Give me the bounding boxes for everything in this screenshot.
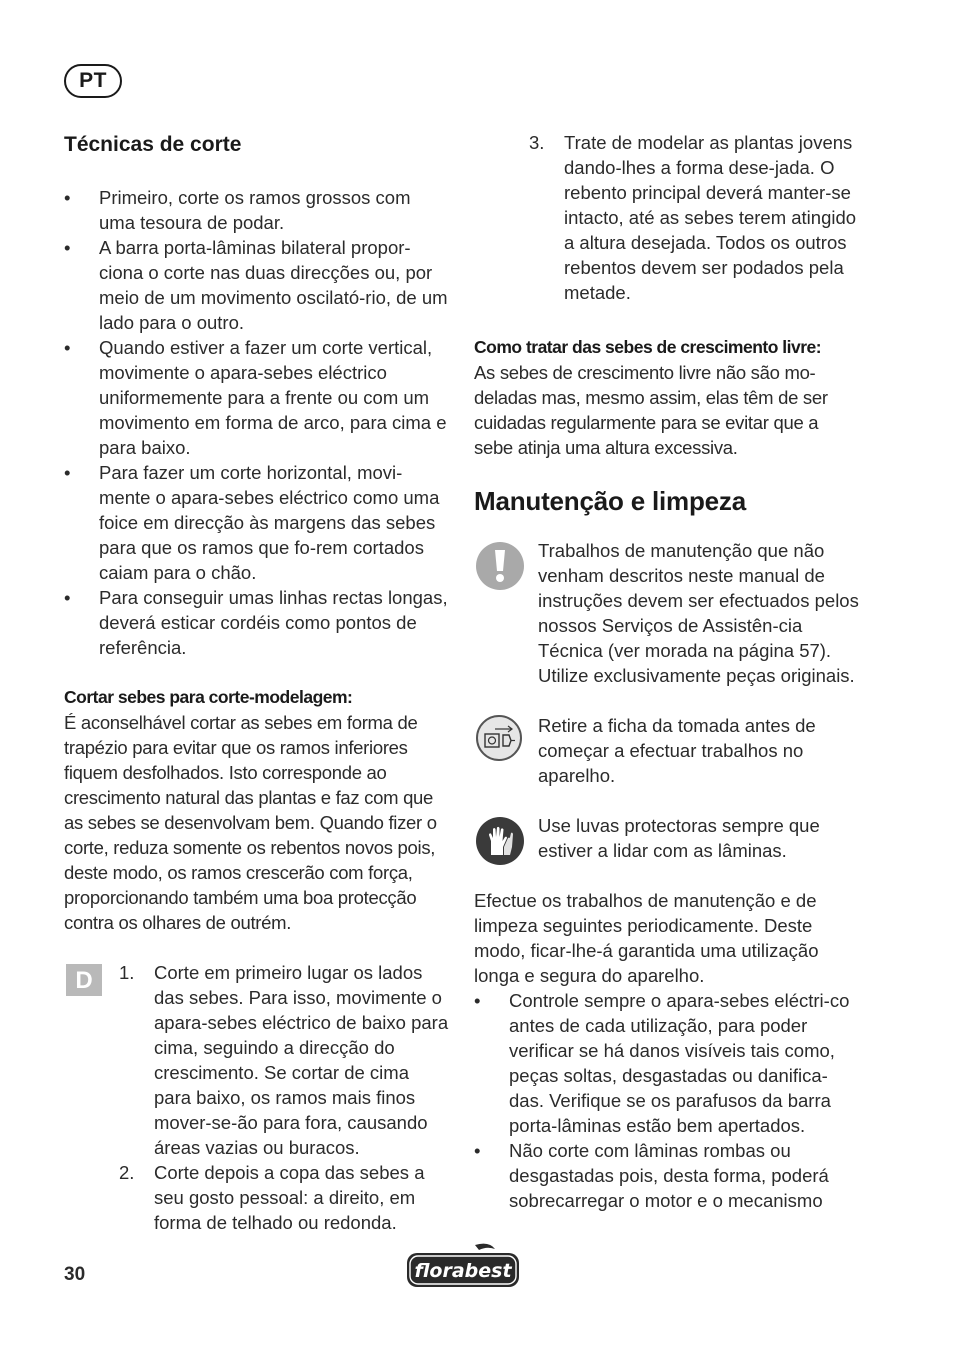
logo-text: florabest (414, 1260, 512, 1282)
bullet-marker: • (64, 337, 71, 358)
list-item (64, 235, 449, 335)
page-number: 30 (64, 1264, 86, 1285)
list-item-text: A barra porta-lâminas bilateral propor-ciona o corte nas duas direcções ou, por meio de um movimento oscilató-rio, de um lado para o outro. (99, 237, 448, 333)
exclamation-glyph (493, 549, 507, 583)
unplug-note-text: Retire a ficha da tomada antes de começar a efectuar trabalhos no aparelho. (538, 715, 816, 786)
list-item-text: Controle sempre o apara-sebes eléctri-co antes de cada utilização, para poder verificar se há danos visíveis tais como, peças soltas, desgastadas ou danifica-das. Verifique se os parafusos da barra porta-lâminas estão bem apertados. (509, 990, 850, 1136)
maintenance-heading: Manutenção e limpeza (474, 486, 746, 516)
list-item-text: Quando estiver a fazer um corte vertical, movimente o apara-sebes eléctrico uniformemente para a frente ou com um movimento em forma de arco, para cima e para baixo. (99, 337, 447, 458)
bullet-marker: • (474, 990, 481, 1011)
cutting-techniques-heading: Técnicas de corte (64, 133, 242, 156)
steps-list-continued (474, 130, 860, 305)
gloves-note (474, 813, 860, 863)
warning-exclamation-icon (476, 542, 524, 590)
list-item-text: Para fazer um corte horizontal, movi-mente o apara-sebes eléctrico como uma foice em direcção às margens das sebes para que os ramos que fo-rem cortados caiam para o chão. (99, 462, 440, 583)
d-steps-block (64, 960, 449, 1235)
free-growth-subtitle: Como tratar das sebes de crescimento livre: (474, 337, 822, 357)
list-item (474, 988, 860, 1138)
gloves-note-text: Use luvas protectoras sempre que estiver a lidar com as lâminas. (538, 815, 820, 861)
warning-note-text: Trabalhos de manutenção que não venham descritos neste manual de instruções devem ser efectuados pelos nossos Serviços de Assistên-cia Técnica (ver morada na página 57). Utilize exclusivamente peças originais. (538, 540, 859, 686)
step-text: Corte depois a copa das sebes a seu gosto pessoal: a direito, em forma de telhado ou redonda. (154, 1162, 425, 1233)
list-item-text: Primeiro, corte os ramos grossos com uma tesoura de podar. (99, 187, 411, 233)
florabest-logo (405, 1243, 521, 1289)
shaping-subtitle: Cortar sebes para corte-modelagem: (64, 687, 353, 707)
language-code: PT (79, 69, 107, 92)
list-item (119, 960, 449, 1160)
step-text: Trate de modelar as plantas jovens dando-lhes a forma dese-jada. O rebento principal deverá manter-se intacto, até as sebes terem atingido a altura desejada. Todos os outros rebentos devem ser podados pela metade. (564, 132, 857, 303)
unplug-note (474, 713, 860, 788)
step-number: 3. (529, 132, 545, 153)
shaping-paragraph: É aconselhável cortar as sebes em forma de trapézio para evitar que os ramos inferiores fiquem desfolhados. Isto corresponde ao crescimento natural das plantas e faz com que as sebes se desenvolvam bem. Quando fizer o corte, reduza somente os rebentos novos pois, deste modo, os ramos crescerão com força, proporcionando também uma boa protecção contra os olhares de outrém. (64, 712, 437, 933)
bullet-marker: • (64, 587, 71, 608)
maintenance-list (474, 988, 860, 1213)
cutting-techniques-list (64, 185, 449, 660)
list-item (529, 130, 860, 305)
step-text: Corte em primeiro lugar os lados das sebes. Para isso, movimente o apara-sebes eléctrico de baixo para cima, seguindo a direcção do crescimento. Se cortar de cima para baixo, os ramos mais finos mover-se-ão para fora, causando áreas vazias ou buracos. (154, 962, 449, 1158)
step-number: 2. (119, 1162, 135, 1183)
list-item-text: Para conseguir umas linhas rectas longas, deverá esticar cordéis como pontos de referência. (99, 587, 448, 658)
list-item (64, 335, 449, 460)
list-item (64, 460, 449, 585)
unplug-icon (476, 715, 522, 761)
list-item (64, 185, 449, 235)
gloves-icon (476, 817, 524, 865)
language-badge (64, 64, 122, 98)
list-item (119, 1160, 449, 1235)
bullet-marker: • (64, 187, 71, 208)
plug-glyph (481, 723, 517, 753)
left-column (64, 130, 449, 1235)
bullet-marker: • (474, 1140, 481, 1161)
list-item (474, 1138, 860, 1213)
step-number: 1. (119, 962, 135, 983)
d-figure-badge (66, 964, 102, 996)
maintenance-paragraph: Efectue os trabalhos de manutenção e de limpeza seguintes periodicamente. Deste modo, ficar-lhe-á garantida uma utilização longa e segura do aparelho. (474, 890, 819, 986)
glove-glyph (485, 825, 515, 857)
d-badge-letter: D (75, 966, 93, 994)
free-growth-paragraph: As sebes de crescimento livre não são mo-deladas mas, mesmo assim, elas têm de ser cuidadas regularmente para se evitar que a sebe atinja uma altura excessiva. (474, 362, 828, 458)
right-column (474, 130, 860, 1213)
bullet-marker: • (64, 237, 71, 258)
steps-list (119, 960, 449, 1235)
list-item-text: Não corte com lâminas rombas ou desgastadas pois, desta forma, poderá sobrecarregar o motor e o mecanismo (509, 1140, 829, 1211)
warning-note (474, 538, 860, 688)
list-item (64, 585, 449, 660)
bullet-marker: • (64, 462, 71, 483)
